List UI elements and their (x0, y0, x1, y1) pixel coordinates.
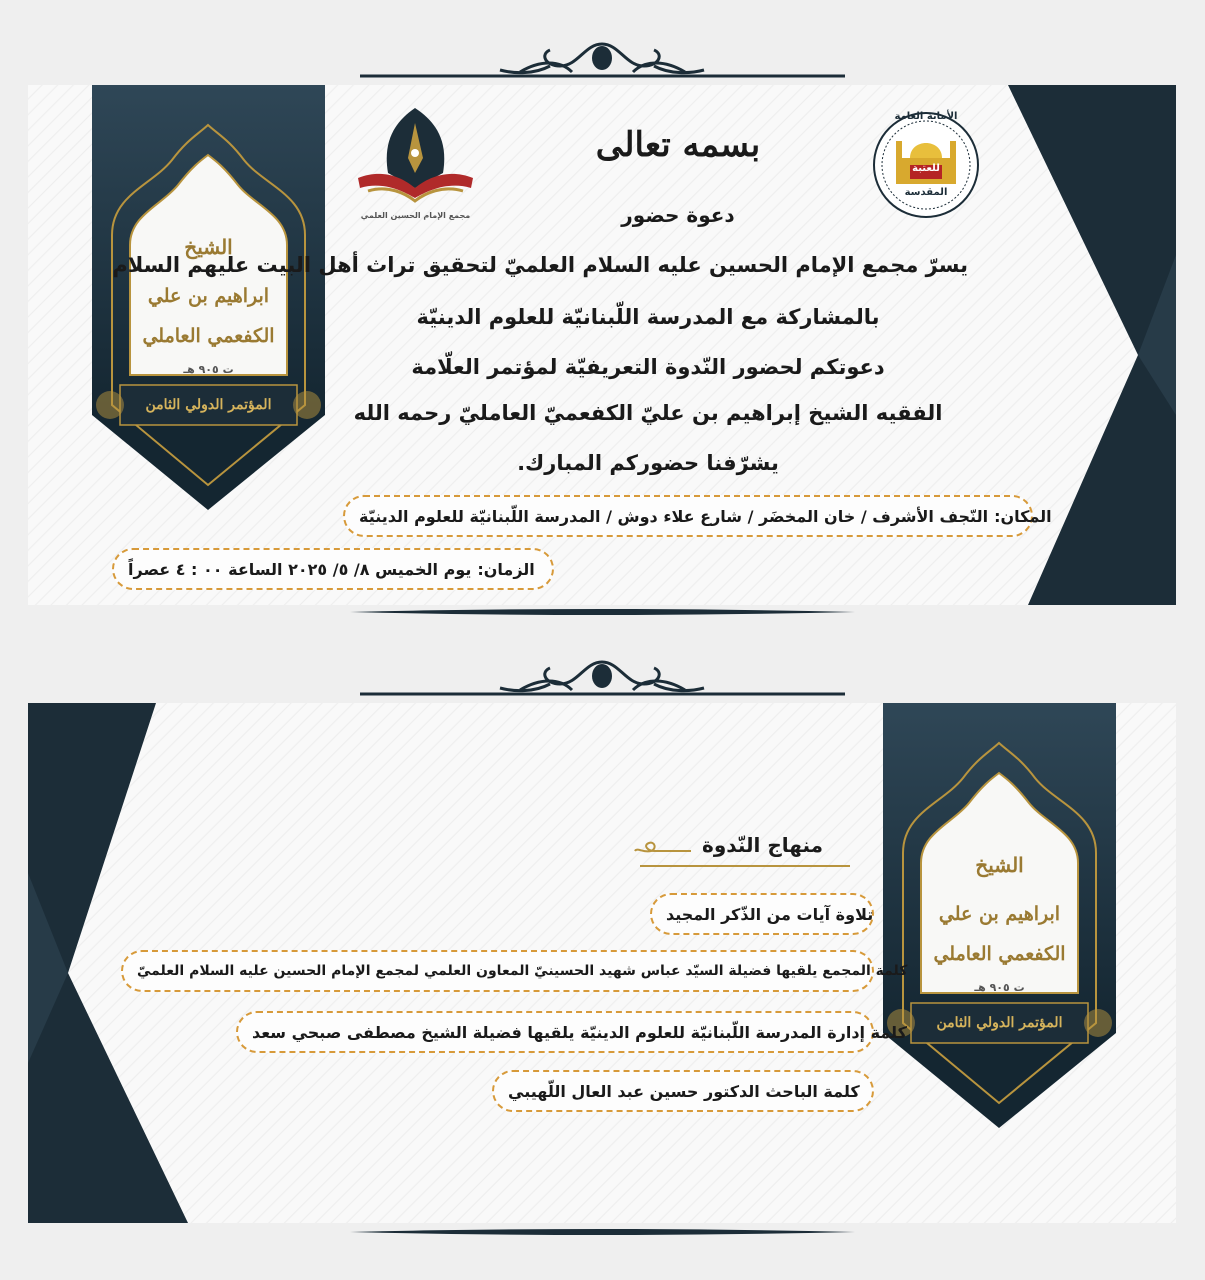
program-card (28, 703, 1176, 1223)
seal-text-bottom: المقدسة (904, 187, 948, 198)
top-ornament (350, 36, 855, 84)
invitation-card (28, 85, 1176, 605)
invitation-heading: دعوة حضور (621, 203, 735, 227)
seal-text-mid: للعتبة (912, 163, 940, 174)
time-pill (112, 548, 554, 590)
location-pill (343, 495, 1052, 537)
program-title-underline (640, 865, 850, 867)
right-chevron-panel (1008, 85, 1176, 605)
top-card-underline (350, 608, 855, 616)
location-label: المكان: (994, 506, 1052, 526)
academy-logo (353, 103, 478, 233)
invitation-line-1: يسرّ مجمع الإمام الحسين عليه السلام العلميّ لتحقيق تراث أهل البيت عليهم السلام (112, 253, 968, 277)
program-title: منهاج النّدوة (702, 833, 823, 857)
bottom-card-underline (350, 1228, 855, 1236)
invitation-line-3: دعوتكم لحضور النّدوة التعريفيّة لمؤتمر العلّامة (411, 355, 885, 379)
program-item (650, 893, 874, 935)
badge-name-line2: الكفعمي العاملي (142, 325, 275, 347)
invitation-line-4: الفقيه الشيخ إبراهيم بن عليّ الكفعميّ العامليّ رحمه الله (353, 401, 943, 425)
program-item (492, 1070, 874, 1112)
badge-name-line1: ابراهيم بن علي (938, 903, 1061, 925)
badge-date: ت ٩٠٥ هـ (974, 981, 1025, 994)
time-value: يوم الخميس ٨/ ٥/ ٢٠٢٥ الساعة ٠٠ : ٤ عصراً (128, 559, 472, 579)
badge-conference: المؤتمر الدولي الثامن (936, 1015, 1063, 1031)
program-item-text: تلاوة آيات من الذّكر المجيد (666, 904, 874, 924)
pen-book-icon (353, 103, 478, 213)
seal-text-top: الأمانة العامة (894, 111, 958, 122)
program-item-text: كلمة المجمع يلقيها فضيلة السيّد عباس شهيد الحسينيّ المعاون العلمي لمجمع الإمام الحسين عليه السلام العلميّ (137, 963, 908, 979)
bottom-ornament (350, 654, 855, 702)
badge-name-line1: ابراهيم بن علي (147, 285, 270, 307)
badge-date: ت ٩٠٥ هـ (183, 363, 234, 376)
badge-conference: المؤتمر الدولي الثامن (145, 397, 272, 413)
badge-title: الشيخ (184, 235, 233, 259)
program-item-text: كلمة إدارة المدرسة اللّبنانيّة للعلوم الدينيّة يلقيها فضيلة الشيخ مصطفى صبحي سعد (252, 1022, 907, 1042)
badge-title: الشيخ (975, 853, 1024, 877)
program-item-text: كلمة الباحث الدكتور حسين عبد العال اللّهيبي (508, 1081, 860, 1101)
badge-panel (92, 85, 325, 515)
time-label: الزمان: (477, 559, 535, 579)
location-value: النّجف الأشرف / خان المخضَر / شارع علاء دوش / المدرسة اللّبنانيّة للعلوم الدينيّة (359, 506, 989, 526)
academy-logo-caption: مجمع الإمام الحسين العلمي (360, 211, 471, 220)
scroll-flourish-icon (633, 841, 693, 861)
basmala: بسمه تعالى (595, 125, 761, 165)
invitation-line-2: بالمشاركة مع المدرسة اللّبنانيّة للعلوم الدينيّة (416, 305, 880, 329)
badge-name-line2: الكفعمي العاملي (933, 943, 1066, 965)
program-item (121, 950, 908, 992)
badge-panel-bottom (883, 703, 1116, 1133)
invitation-line-5: يشرّفنا حضوركم المبارك. (517, 451, 779, 475)
program-item (236, 1011, 907, 1053)
shrine-seal-logo (870, 103, 982, 233)
